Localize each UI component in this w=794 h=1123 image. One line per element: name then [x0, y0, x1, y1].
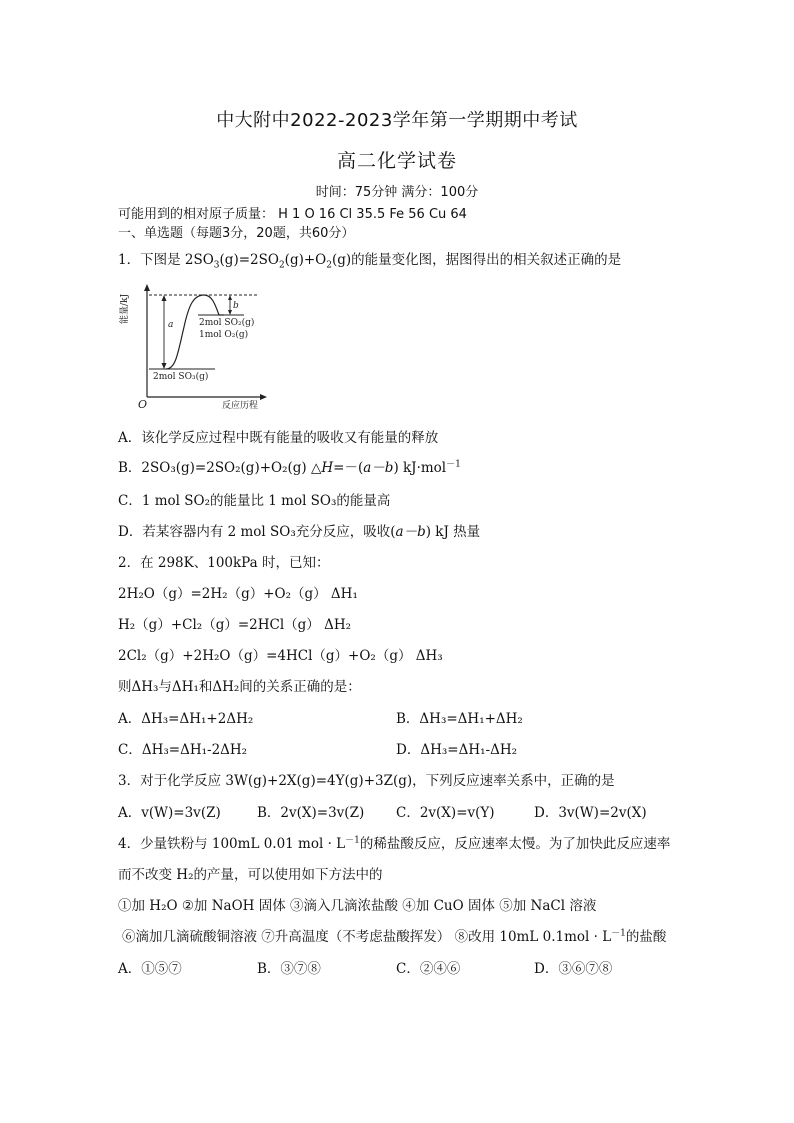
q4-option-d: D．③⑥⑦⑧: [534, 961, 613, 977]
q1-option-b: B．2SO₃(g)=2SO₂(g)+O₂(g) △H=－(a－b) kJ·mol$^{-1}$: [118, 459, 461, 476]
q1-option-c: C．1 mol SO₂的能量比 1 mol SO₃的能量高: [118, 493, 391, 509]
label-products-1: 2mol SO₂(g): [199, 318, 255, 328]
y-axis-label: 能量/kJ: [120, 293, 130, 324]
q4-option-b: B．③⑦⑧: [257, 961, 321, 977]
q3-option-d: D．3v(W)=2v(X): [534, 805, 647, 821]
exam-title: 中大附中2022-2023学年第一学期期中考试: [216, 110, 578, 131]
x-axis-label: 反应历程: [222, 401, 259, 411]
q1-option-d: D．若某容器内有 2 mol SO₃充分反应，吸收(a－b) kJ 热量: [118, 524, 481, 540]
arrow-a-head-down: [162, 363, 167, 369]
energy-diagram-svg: [118, 282, 268, 412]
q2-option-d: D．ΔH₃=ΔH₁-ΔH₂: [396, 742, 517, 758]
q2-option-a: A．ΔH₃=ΔH₁+2ΔH₂: [118, 711, 254, 727]
q3-stem: 3．对于化学反应 3W(g)+2X(g)=4Y(g)+3Z(g)，下列反应速率关系中，正确的是: [118, 773, 615, 789]
origin-label: O: [138, 398, 148, 411]
q4-methods-line1: ①加 H₂O ②加 NaOH 固体 ③滴入几滴浓盐酸 ④加 CuO 固体 ⑤加 NaCl 溶液: [118, 898, 597, 914]
q2-option-c: C．ΔH₃=ΔH₁-2ΔH₂: [118, 742, 248, 758]
q1-option-a: A．该化学反应过程中既有能量的吸收又有能量的释放: [118, 430, 439, 446]
label-products-2: 1mol O₂(g): [199, 330, 249, 340]
q2-question: 则ΔH₃与ΔH₁和ΔH₂间的关系正确的是：: [118, 679, 361, 695]
q1-stem: 1．下图是 $2SO_3(g)=2SO_2(g)+O_2(g)$的能量变化图，据图得出的相关叙述正确的是: [118, 252, 622, 271]
q2-option-b: B．ΔH₃=ΔH₁+ΔH₂: [396, 711, 523, 727]
label-a: a: [168, 320, 174, 330]
arrow-b-head-down: [228, 310, 232, 315]
q4-stem-line2: 而不改变 H₂的产量，可以使用如下方法中的: [118, 867, 383, 883]
q2-equation-1: 2H₂O（g）=2H₂（g）+O₂（g） ΔH₁: [118, 586, 358, 602]
q2-equation-3: 2Cl₂（g）+2H₂O（g）=4HCl（g）+O₂（g） ΔH₃: [118, 648, 443, 664]
y-axis-arrow: [144, 284, 150, 291]
exam-subtitle: 高二化学试卷: [336, 150, 457, 172]
arrow-b-head-up: [228, 295, 232, 300]
q2-stem: 2．在 298K、100kPa 时，已知：: [118, 555, 330, 571]
q2-equation-2: H₂（g）+Cl₂（g）=2HCl（g） ΔH₂: [118, 617, 352, 633]
energy-diagram: [118, 282, 268, 412]
label-reactants: 2mol SO₃(g): [153, 372, 209, 382]
x-axis-arrow: [260, 394, 267, 400]
q3-option-b: B．2v(X)=3v(Z): [257, 805, 365, 821]
q3-option-c: C．2v(X)=v(Y): [396, 805, 495, 821]
q4-stem-line1: 4．少量铁粉与 100mL 0.01 mol · $L^{-1}$的稀盐酸反应，反应速率太慢。为了加快此反应速率: [118, 835, 671, 852]
section-heading: 一、单选题（每题3分，20题，共60分）: [118, 226, 355, 241]
q4-methods-line2: ⑥滴加几滴硫酸铜溶液 ⑦升高温度（不考虑盐酸挥发） ⑧改用 10mL $0.1mol \cdot L^{-1}$的盐酸: [122, 928, 667, 945]
q4-option-c: C．②④⑥: [396, 961, 461, 977]
label-b: b: [233, 301, 239, 311]
q4-option-a: A．①⑤⑦: [118, 961, 182, 977]
arrow-a-head-up: [162, 295, 167, 301]
q3-option-a: A．v(W)=3v(Z): [118, 805, 221, 821]
time-info: 时间：75分钟 满分：100分: [315, 185, 479, 200]
atomic-masses: 可能用到的相对原子质量： H 1 O 16 Cl 35.5 Fe 56 Cu 64: [118, 207, 467, 222]
